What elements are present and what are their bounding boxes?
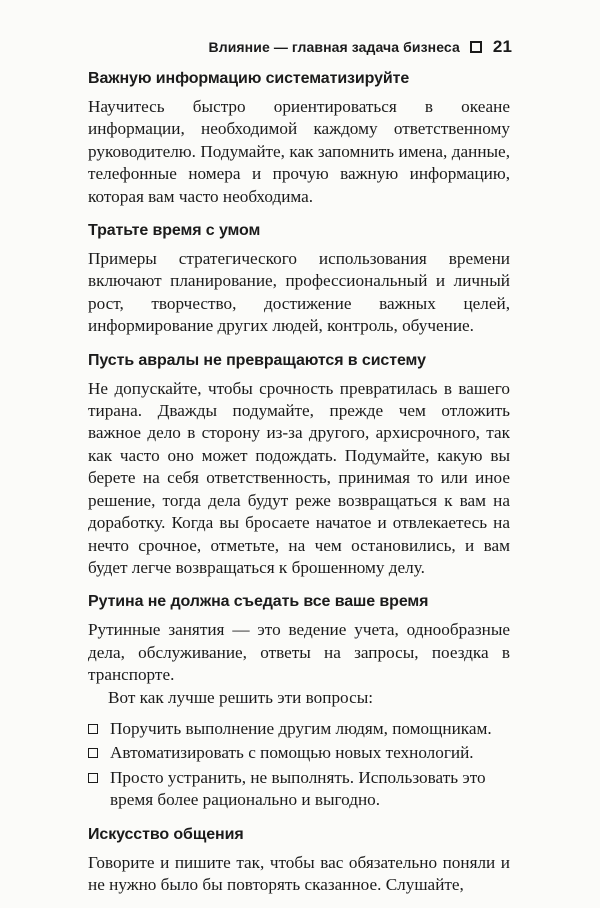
bullet-list — [88, 718, 510, 812]
section-communication — [88, 824, 510, 897]
list-item — [88, 742, 510, 764]
list-item-text: Поручить выполнение другим людям, помощникам. — [110, 718, 492, 738]
list-item-text: Просто устранить, не выполнять. Использовать это время более рационально и выгодно. — [110, 767, 486, 810]
square-bullet-icon — [470, 41, 482, 53]
running-header — [209, 37, 513, 57]
checkbox-square-icon — [88, 773, 98, 783]
section-heading: Пусть авралы не превращаются в систему — [88, 351, 426, 369]
section-paragraph: Примеры стратегического использования времени включают планирование, профессиональный и личный рост, творчество, достижение важных целей, информирование других людей, контроль, обучение. — [88, 249, 510, 336]
page-content — [88, 68, 510, 908]
section-paragraph: Не допускайте, чтобы срочность превратилась в вашего тирана. Дважды подумайте, прежде чем отложить важное дело в сторону из-за другого, архисрочного, так как часто оно может подождать. Подумайте, какую вы берете на себя ответственность, принимая то или иное решение, тогда дела будут реже возвращаться к вам на доработку. Когда вы бросаете начатое и отвлекаетесь на нечто срочное, отметьте, на чем остановились, и вам будет легче возвращаться к брошенному делу. — [88, 378, 510, 577]
section-rush-jobs — [88, 350, 510, 580]
section-heading: Тратьте время с умом — [88, 222, 261, 240]
checkbox-square-icon — [88, 748, 98, 758]
section-paragraph: Говорите и пишите так, чтобы вас обязательно поняли и не нужно было бы повторять сказанное. Слушайте, — [88, 852, 510, 894]
section-heading: Важную информацию систематизируйте — [88, 70, 410, 87]
section-heading: Искусство общения — [88, 825, 244, 843]
list-item — [88, 767, 510, 812]
section-systematize-info — [88, 68, 510, 208]
section-routine — [88, 591, 510, 811]
section-paragraph: Научитесь быстро ориентироваться в океане информации, необходимой каждому ответственному руководителю. Подумайте, как запомнить имена, данные, телефонные номера и прочую важную информацию, которая вам часто необходима. — [88, 97, 510, 206]
page-number: 21 — [492, 37, 512, 56]
list-item-text: Автоматизировать с помощью новых технологий. — [110, 743, 474, 763]
section-heading: Рутина не должна съедать все ваше время — [88, 593, 429, 611]
section-paragraph: Рутинные занятия — это ведение учета, однообразные дела, обслуживание, ответы на запросы, поездка в транспорте. — [88, 620, 510, 685]
section-spend-time-wisely — [88, 220, 510, 338]
list-item — [88, 718, 510, 740]
section-paragraph-intro: Вот как лучше решить эти вопросы: — [108, 687, 374, 707]
checkbox-square-icon — [88, 724, 98, 734]
running-header-title: Влияние — главная задача бизнеса — [208, 39, 460, 55]
